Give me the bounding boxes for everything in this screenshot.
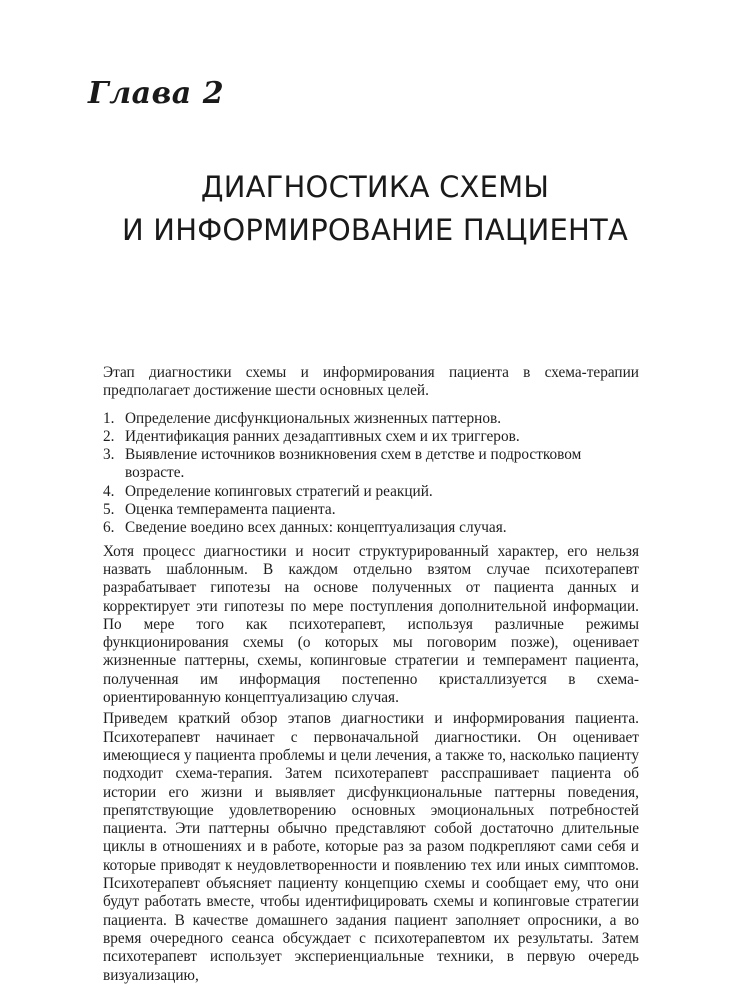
list-item-number: 4. bbox=[103, 482, 115, 500]
list-item-number: 2. bbox=[103, 427, 115, 445]
list-item-text: Определение копинговых стратегий и реакций. bbox=[125, 482, 433, 500]
paragraph-2: Приведем краткий обзор этапов диагностики и информирования пациента. Психотерапевт начинает с первоначальной диагностики. Он оценивает имеющиеся у пациента проблемы и цели лечения, а также то, насколько пациенту подходит схема-терапия. Затем психотерапевт расспрашивает пациента об истории его жизни и выявляет дисфункциональные паттерны поведения, препятствующие удовлетворению основных эмоциональных потребностей пациента. Эти паттерны обычно представляют собой достаточно длительные циклы в отношениях и в работе, которые раз за разом подкрепляют сами себя и которые приводят к неудовлетворенности и появлению тех или иных симптомов. Психотерапевт объясняет пациенту концепцию схемы и сообщает ему, что они будут работать вместе, чтобы идентифицировать схемы и копинговые стратегии пациента. В качестве домашнего задания пациент заполняет опросники, а во время очередного сеанса обсуждает с психотерапевтом их результаты. Затем психотерапевт использует экспериенциальные техники, в первую очередь визуализацию, bbox=[103, 710, 639, 984]
list-item bbox=[103, 519, 639, 537]
chapter-title-line-1: ДИАГНОСТИКА СХЕМЫ bbox=[200, 170, 550, 204]
list-item bbox=[103, 501, 639, 519]
chapter-title-line-2: И ИНФОРМИРОВАНИЕ ПАЦИЕНТА bbox=[121, 213, 629, 247]
list-item bbox=[103, 428, 639, 446]
list-item bbox=[103, 410, 639, 428]
list-item-text: Сведение воедино всех данных: концептуализация случая. bbox=[125, 519, 507, 537]
chapter-label: Глава 2 bbox=[88, 76, 225, 111]
body-text bbox=[103, 364, 639, 985]
list-item-text: Определение дисфункциональных жизненных паттернов. bbox=[125, 409, 502, 427]
chapter-title bbox=[60, 166, 690, 252]
list-item-text: Идентификация ранних дезадаптивных схем и их триггеров. bbox=[125, 427, 520, 445]
list-item-number: 1. bbox=[103, 409, 115, 427]
list-item bbox=[103, 446, 639, 483]
intro-paragraph: Этап диагностики схемы и информирования пациента в схема-терапии предполагает достижение шести основных целей. bbox=[103, 364, 639, 400]
list-item-number: 5. bbox=[103, 501, 115, 519]
list-item bbox=[103, 483, 639, 501]
list-item-number: 3. bbox=[103, 446, 115, 464]
goals-list bbox=[103, 410, 639, 538]
list-item-text: Выявление источников возникновения схем в детстве и подростковом возрасте. bbox=[125, 446, 582, 482]
list-item-text: Оценка темперамента пациента. bbox=[125, 501, 336, 519]
list-item-number: 6. bbox=[103, 519, 115, 537]
paragraph-1: Хотя процесс диагностики и носит структурированный характер, его нельзя назвать шаблонным. В каждом отдельно взятом случае психотерапевт разрабатывает гипотезы на основе полученных от пациента данных и корректирует эти гипотезы по мере поступления дополнительной информации. По мере того как психотерапевт, используя различные режимы функционирования схемы (о которых мы поговорим позже), оценивает жизненные паттерны, схемы, копинговые стратегии и темперамент пациента, полученная им информация постепенно кристаллизуется в схема-ориентированную концептуализацию случая. bbox=[103, 542, 639, 707]
